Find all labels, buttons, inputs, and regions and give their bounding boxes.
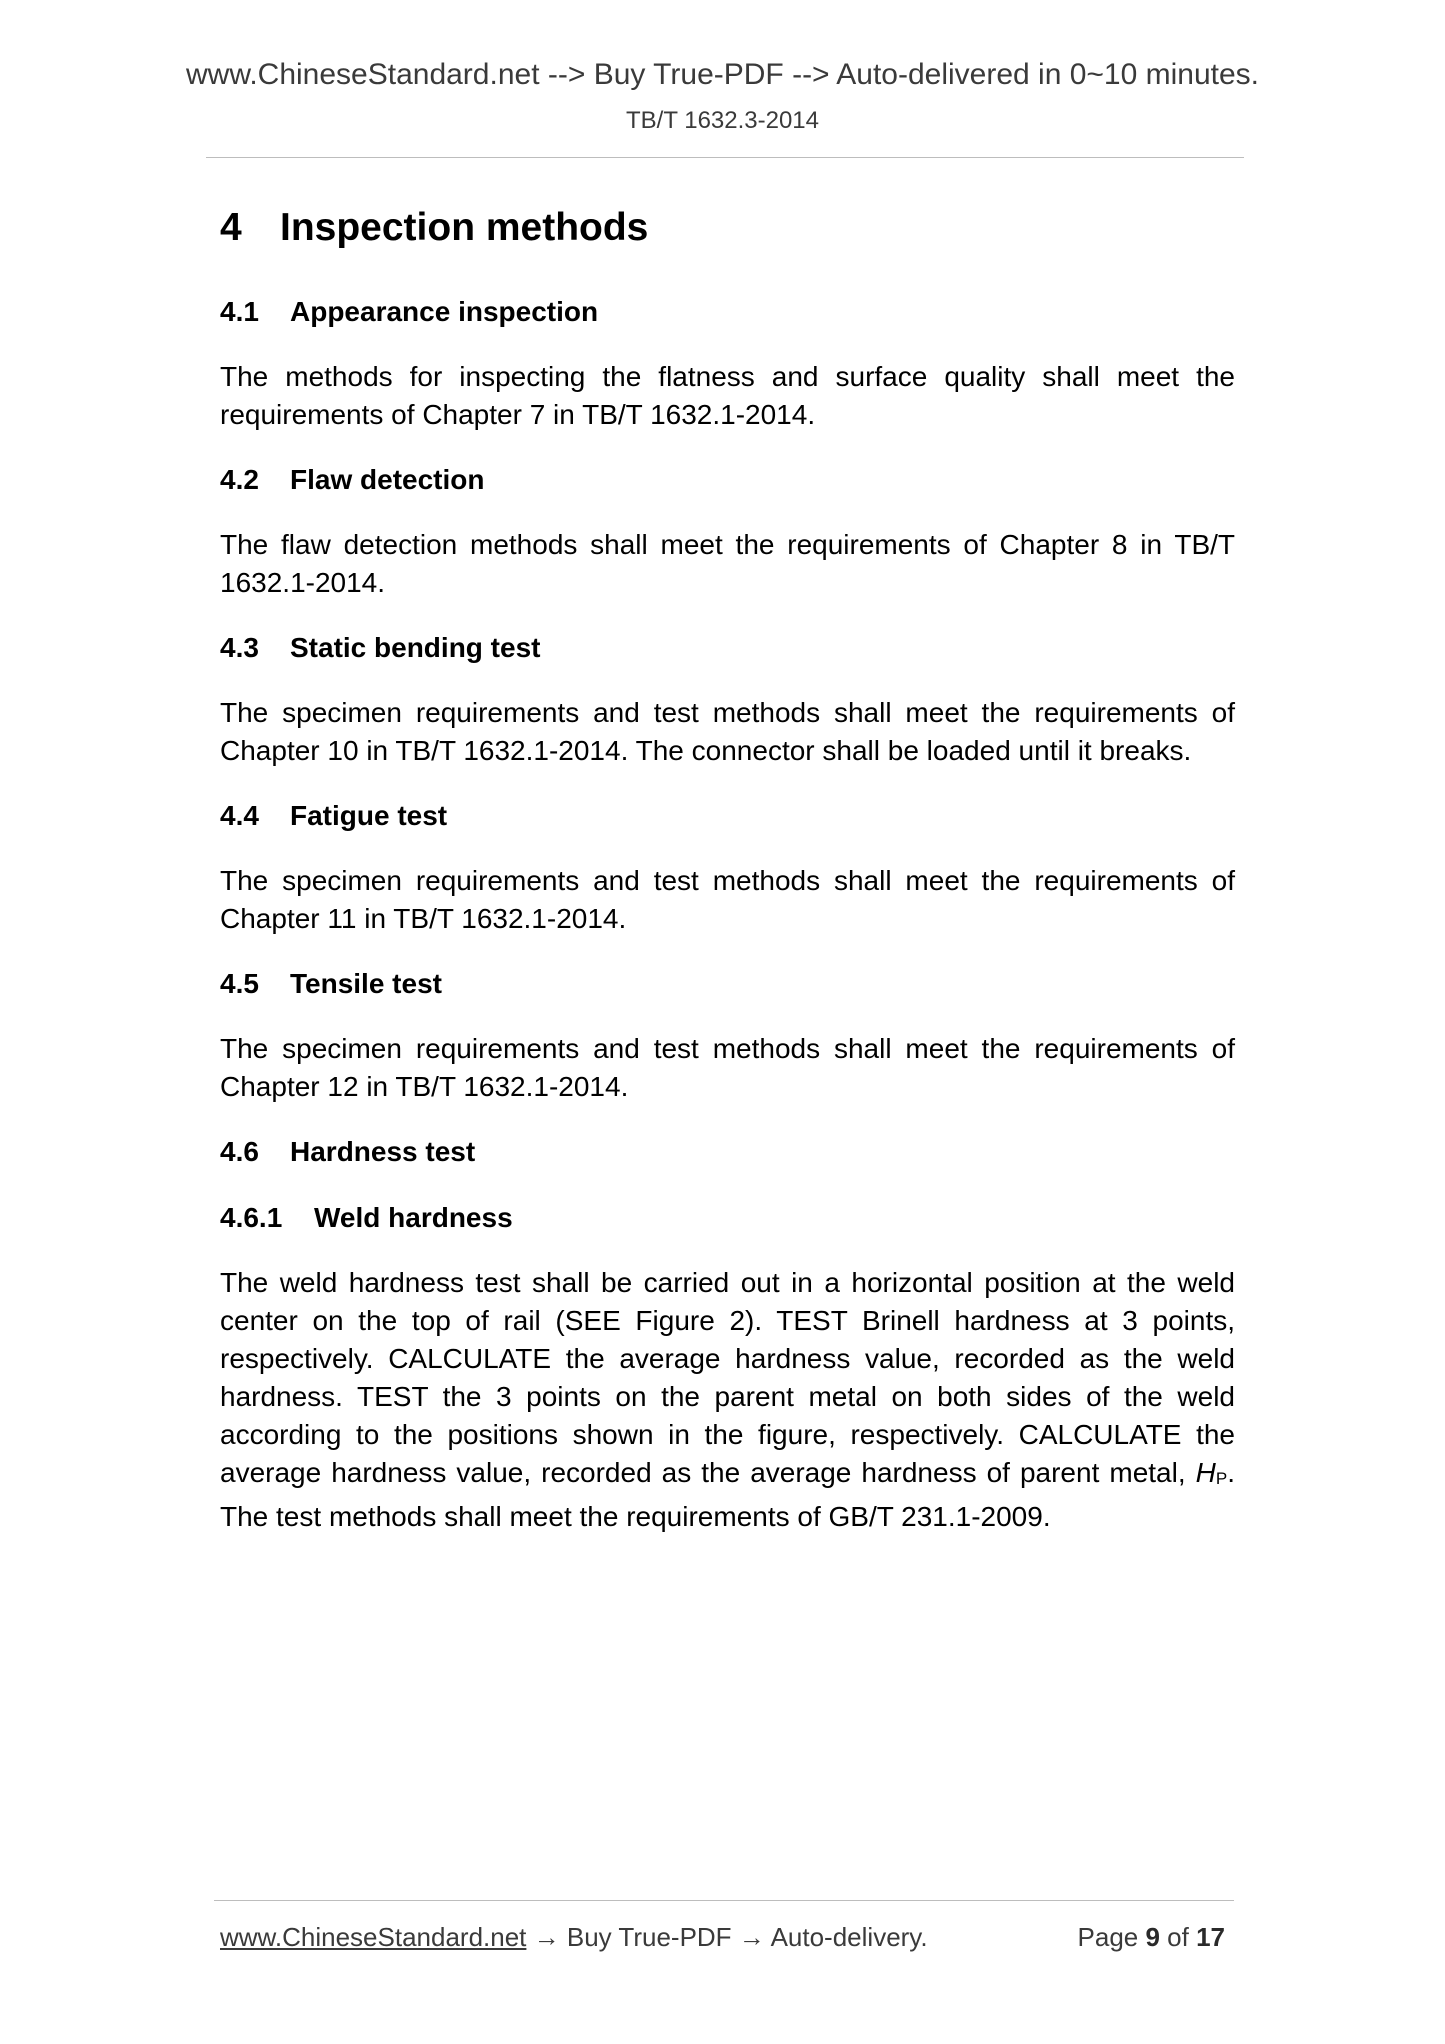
page-indicator: [1078, 1922, 1225, 1953]
chapter-heading: [220, 200, 1235, 256]
section-title: Static bending test: [290, 632, 541, 663]
footer-divider: [214, 1900, 1234, 1901]
symbol-h: H: [1195, 1457, 1216, 1488]
section-heading: [220, 1132, 1235, 1172]
section-title: Appearance inspection: [290, 296, 599, 327]
section-number: 4.5: [220, 968, 259, 999]
symbol-subscript: P: [1215, 1469, 1228, 1488]
subsection-paragraph: [220, 1264, 1235, 1536]
section-paragraph: The specimen requirements and test methods shall meet the requirements of Chapter 10 in TB/T 1632.1-2014. The connector shall be loaded until it breaks.: [220, 697, 1235, 766]
section-title: Hardness test: [290, 1136, 476, 1167]
page-current: 9: [1145, 1922, 1160, 1952]
subsection-number: 4.6.1: [220, 1202, 283, 1233]
section-title: Flaw detection: [290, 464, 485, 495]
section-number: 4.3: [220, 632, 259, 663]
footer-link[interactable]: www.ChineseStandard.net: [220, 1922, 527, 1952]
paragraph-text-end: . The test methods shall meet the requirements of GB/T 231.1-2009.: [220, 1457, 1236, 1532]
footer-left: [220, 1922, 928, 1953]
section-number: 4.6: [220, 1136, 259, 1167]
header-banner: www.ChineseStandard.net --> Buy True-PDF --> Auto-delivered in 0~10 minutes.: [185, 58, 1260, 91]
footer-suffix: → Buy True-PDF → Auto-delivery.: [526, 1922, 928, 1952]
section-paragraph: The flaw detection methods shall meet the requirements of Chapter 8 in TB/T 1632.1-2014.: [220, 529, 1235, 598]
page-of: of: [1159, 1922, 1197, 1952]
section-title: Tensile test: [290, 968, 442, 999]
section-heading: [220, 964, 1235, 1004]
header-divider: [206, 157, 1244, 158]
section-paragraph: The specimen requirements and test methods shall meet the requirements of Chapter 12 in TB/T 1632.1-2014.: [220, 1033, 1235, 1102]
page-label: Page: [1077, 1922, 1146, 1952]
paragraph-text: The weld hardness test shall be carried out in a horizontal position at the weld center on the top of rail (SEE Figure 2). TEST Brinell hardness at 3 points, respectively. CALCULATE the average hardness value, recorded as the weld hardness. TEST the 3 points on the parent metal on both sides of the weld according to the positions shown in the figure, respectively. CALCULATE the average hardness value, recorded as the average hardness of parent metal,: [220, 1267, 1235, 1488]
chapter-number: 4: [220, 206, 242, 249]
section-number: 4.2: [220, 464, 259, 495]
section-heading: [220, 796, 1235, 836]
standard-code: TB/T 1632.3-2014: [625, 107, 820, 134]
subsection-title: Weld hardness: [314, 1202, 513, 1233]
section-heading: [220, 460, 1235, 500]
section-paragraph: The methods for inspecting the flatness and surface quality shall meet the requirements of Chapter 7 in TB/T 1632.1-2014.: [220, 361, 1235, 430]
section-heading: [220, 628, 1235, 668]
document-body: [220, 200, 1235, 1562]
section-number: 4.1: [220, 296, 259, 327]
section-title: Fatigue test: [290, 800, 448, 831]
section-number: 4.4: [220, 800, 259, 831]
subsection-heading: [220, 1198, 1235, 1238]
chapter-title: Inspection methods: [280, 206, 649, 249]
section-paragraph: The specimen requirements and test methods shall meet the requirements of Chapter 11 in TB/T 1632.1-2014.: [220, 865, 1235, 934]
section-heading: [220, 292, 1235, 332]
page-total: 17: [1196, 1922, 1225, 1952]
